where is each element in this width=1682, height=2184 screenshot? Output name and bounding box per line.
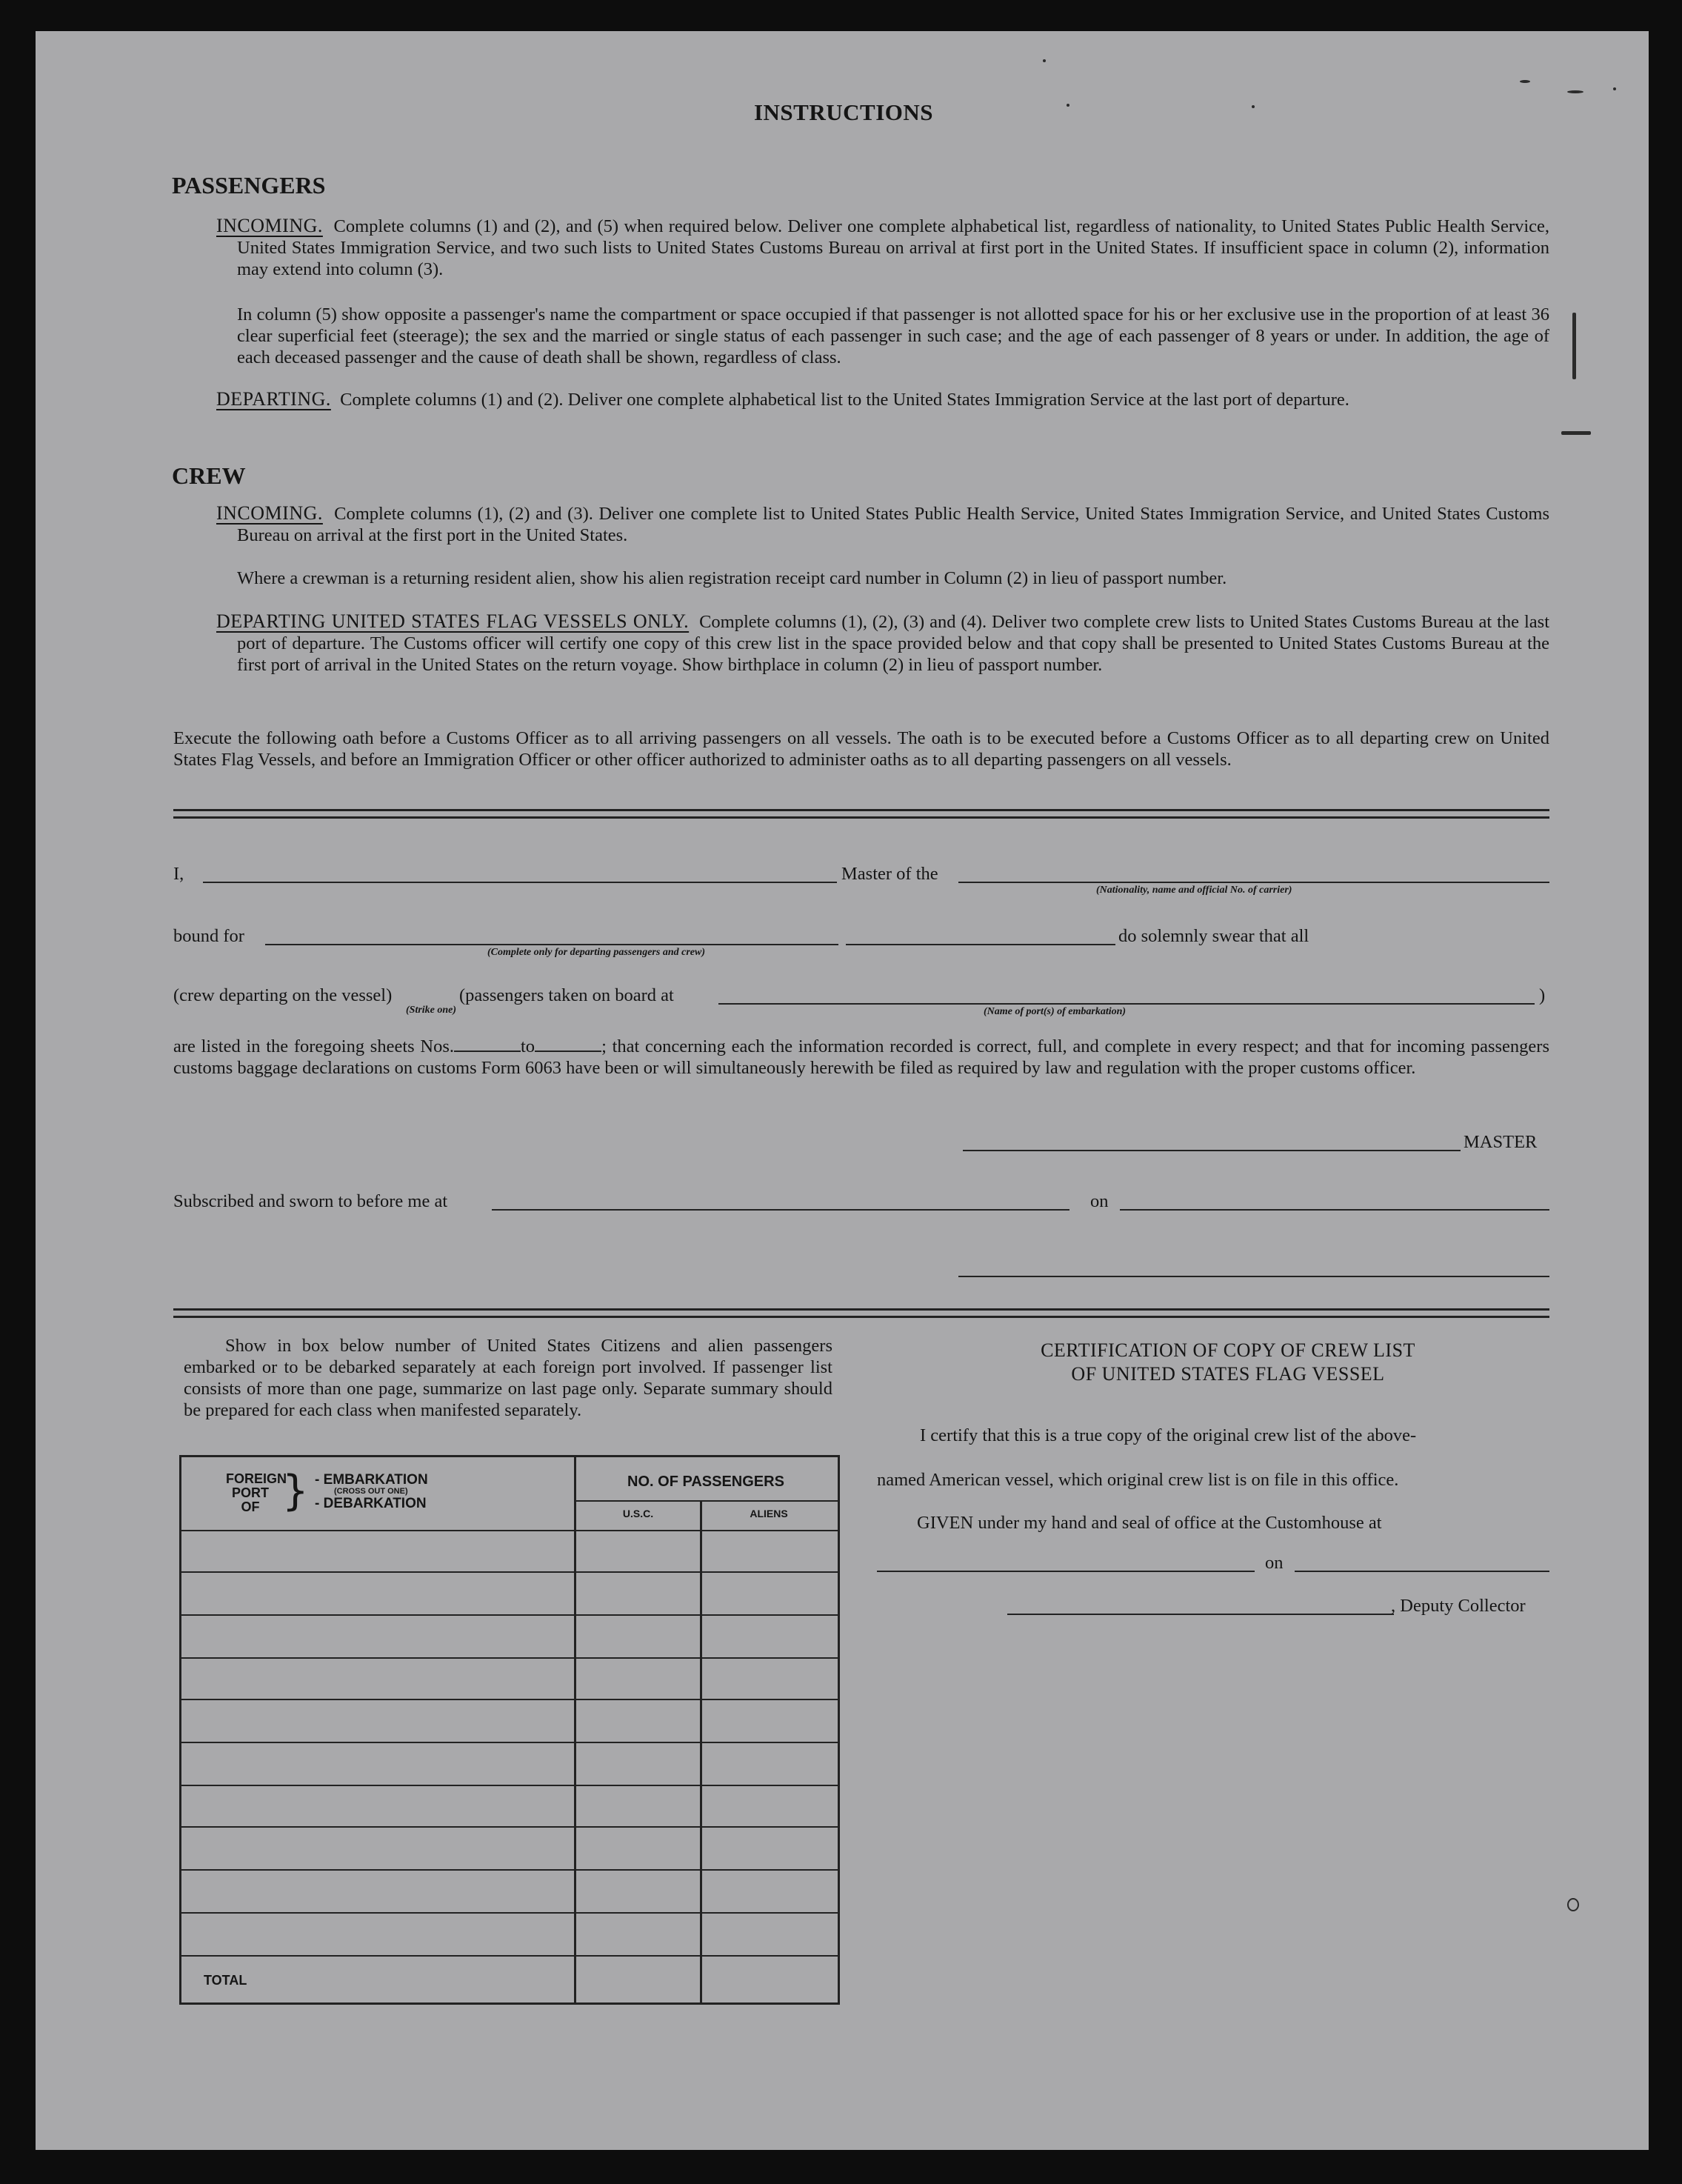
crew-departing-label: DEPARTING UNITED STATES FLAG VESSELS ONLY. (216, 610, 690, 632)
sworn-on-label: on (1090, 1191, 1109, 1211)
deputy-collector-label: , Deputy Collector (1391, 1596, 1526, 1616)
certification-heading-2: OF UNITED STATES FLAG VESSEL (1071, 1363, 1385, 1385)
bound-for-field[interactable] (265, 944, 838, 945)
oath-statement (173, 1036, 1549, 1079)
table-row (181, 1699, 838, 1700)
passengers-departing-label: DEPARTING. (216, 388, 331, 410)
speck (1043, 59, 1046, 62)
passengers-taken-option[interactable]: (passengers taken on board at (459, 985, 674, 1005)
table-row (181, 1571, 838, 1573)
speck (1567, 90, 1583, 93)
passengers-incoming-label: INCOMING. (216, 215, 323, 236)
certification-on-label: on (1265, 1553, 1284, 1573)
crew-departing-text: Complete columns (1), (2), (3) and (4). Deliver two complete crew lists to United States Customs Bureau at the last port of departure. The Customs officer will certify one copy of this crew list in the space provided below and that copy shall be presented to United States Customs Bureau at the first port of arrival in the United States on the return voyage. Show birthplace in column (2) in lieu of passport number. (237, 612, 1550, 675)
bound-for-field-2[interactable] (846, 944, 1115, 945)
officer-signature-field[interactable] (958, 1276, 1549, 1277)
certification-date-field[interactable] (1295, 1571, 1549, 1572)
bound-note: (Complete only for departing passengers and crew) (487, 947, 705, 958)
closing-paren: ) (1539, 985, 1546, 1005)
speck (1613, 87, 1616, 90)
crew-departing-option[interactable]: (crew departing on the vessel) (173, 985, 393, 1005)
master-name-field[interactable] (203, 882, 837, 883)
passengers-heading: PASSENGERS (172, 172, 326, 199)
speck (1561, 431, 1591, 435)
certify-line-2: named American vessel, which original crew list is on file in this office. (877, 1470, 1399, 1490)
divider (173, 816, 1549, 819)
total-label: TOTAL (204, 1973, 247, 1988)
passengers-departing-text: Complete columns (1) and (2). Deliver one complete alphabetical list to the United States Immigration Service at the last port of departure. (340, 390, 1349, 410)
table-col-divider (574, 1457, 576, 2002)
embarkation-header: - EMBARKATION (315, 1472, 428, 1488)
crew-incoming-label: INCOMING. (216, 502, 323, 524)
oath-instruction: Execute the following oath before a Customs Officer as to all arriving passengers on all vessels. The oath is to be executed before a Customs Officer as to all departing crew on United States Flag Vessels, and before an Immigration Officer or other officer authorized to administer oaths as to all departing passengers on all vessels. (173, 728, 1549, 770)
certify-line-1: I certify that this is a true copy of the original crew list of the above- (920, 1425, 1417, 1445)
master-of-the-label: Master of the (841, 864, 938, 884)
passengers-incoming-text: Complete columns (1) and (2), and (5) when required below. Deliver one complete alphabetical list, regardless of nationality, to United States Public Health Service, United States Immigration Service, and two such lists to United States Customs Bureau on arrival at first port in the United States. If insufficient space in column (2), information may extend into column (3). (237, 216, 1550, 279)
oath-i-label: I, (173, 864, 184, 884)
deputy-signature-field[interactable] (1007, 1614, 1394, 1615)
crew-incoming-text: Complete columns (1), (2) and (3). Deliver one complete list to United States Public Health Service, United States Immigration Service, and United States Customs Bureau on arrival at the first port in the United States. (237, 504, 1550, 545)
table-row (181, 1785, 838, 1786)
speck (1520, 80, 1530, 83)
strike-one-note: (Strike one) (406, 1005, 457, 1016)
table-row (181, 1912, 838, 1914)
table-row (181, 1955, 838, 1957)
no-of-passengers-header: NO. OF PASSENGERS (627, 1474, 784, 1490)
debarkation-header: - DEBARKATION (315, 1496, 427, 1511)
listed-text-2: ; that concerning each the information recorded is correct, full, and complete in every respect; and that for incoming passengers customs baggage declarations on customs Form 6063 have been or will simultaneously herewith be filed as required by law and regulation with the proper customs officer. (173, 1036, 1549, 1078)
listed-to: to (521, 1036, 535, 1056)
sheet-from-field[interactable] (454, 1051, 521, 1052)
table-row (181, 1657, 838, 1659)
crew-heading: CREW (172, 462, 246, 489)
divider (173, 1316, 1549, 1318)
speck (1567, 1898, 1579, 1911)
given-line: GIVEN under my hand and seal of office at the Customhouse at (917, 1513, 1382, 1533)
table-row (181, 1530, 838, 1531)
table-row (181, 1742, 838, 1743)
embarkation-note: (Name of port(s) of embarkation) (984, 1006, 1127, 1017)
passengers-incoming-paragraph (216, 215, 1549, 280)
embarkation-port-field[interactable] (718, 1003, 1535, 1005)
speck (1572, 313, 1576, 379)
sworn-place-field[interactable] (492, 1209, 1069, 1211)
sworn-date-field[interactable] (1120, 1209, 1549, 1211)
carrier-note: (Nationality, name and official No. of carrier) (1096, 885, 1292, 896)
passengers-departing-paragraph (216, 388, 1549, 410)
form-page (36, 31, 1649, 2150)
master-signature-field[interactable] (963, 1150, 1461, 1151)
passengers-column5-paragraph: In column (5) show opposite a passenger's name the compartment or space occupied if that passenger is not allotted space for his or her exclusive use in the proportion of at least 36 clear superficial feet (steerage); the sex and the married or single status of each passenger in such case; and the age of each passenger of 8 years or under. In addition, the age of each deceased passenger and the cause of death shall be shown, regardless of class. (237, 304, 1549, 367)
customhouse-field[interactable] (877, 1571, 1255, 1572)
carrier-field[interactable] (958, 882, 1549, 883)
crew-incoming-paragraph (216, 502, 1549, 546)
crew-departing-paragraph (216, 610, 1549, 676)
bound-for-label: bound for (173, 926, 244, 946)
certification-heading-1: CERTIFICATION OF COPY OF CREW LIST (1041, 1339, 1415, 1361)
cross-out-note: (CROSS OUT ONE) (334, 1487, 408, 1496)
table-col-divider (700, 1500, 702, 2002)
foreign-port-header: FOREIGN PORT OF (226, 1471, 287, 1514)
swear-label: do solemnly swear that all (1118, 926, 1309, 946)
listed-text-1: are listed in the foregoing sheets Nos. (173, 1036, 454, 1056)
table-header-divider (574, 1500, 838, 1502)
passenger-summary-table (179, 1455, 840, 2005)
table-row (181, 1869, 838, 1871)
summary-intro: Show in box below number of United States Citizens and alien passengers embarked or to be debarked separately at each foreign port involved. If passenger list consists of more than one page, summarize on last page only. Separate summary should be prepared for each class when manifested separately. (184, 1336, 832, 1420)
instructions-heading: INSTRUCTIONS (753, 99, 933, 125)
table-row (181, 1826, 838, 1828)
table-row (181, 1614, 838, 1616)
sheet-to-field[interactable] (535, 1051, 601, 1052)
subscribed-label: Subscribed and sworn to before me at (173, 1191, 448, 1211)
divider (173, 1308, 1549, 1311)
usc-header: U.S.C. (622, 1508, 654, 1519)
master-label: MASTER (1464, 1132, 1538, 1152)
divider (173, 809, 1549, 811)
brace-icon: } (282, 1467, 309, 1515)
crewman-paragraph: Where a crewman is a returning resident alien, show his alien registration receipt card number in Column (2) in lieu of passport number. (237, 568, 1227, 588)
aliens-header: ALIENS (750, 1508, 788, 1519)
